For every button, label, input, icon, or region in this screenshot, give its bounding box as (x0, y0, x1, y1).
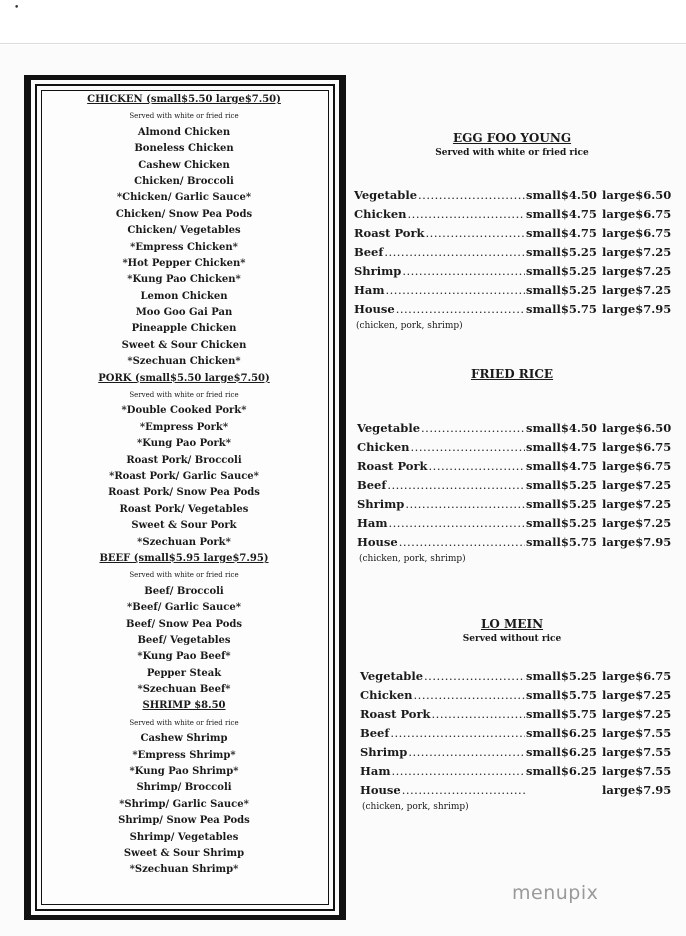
dot-leader (396, 300, 525, 319)
section-subtitle: Served with white or fried rice (435, 148, 589, 158)
large-price: large$7.55 (602, 764, 672, 778)
menu-item: Chicken/ Snow Pea Pods (115, 208, 253, 220)
large-price: large$7.25 (602, 707, 672, 721)
price-row (357, 476, 670, 495)
menu-item: *Kung Pao Chicken* (127, 274, 241, 286)
dot-leader (418, 186, 525, 205)
dot-leader (399, 533, 525, 552)
large-price: large$7.95 (602, 783, 672, 797)
item-name: Chicken (354, 207, 407, 221)
large-price: large$7.55 (602, 726, 672, 740)
section-title: EGG FOO YOUNG (452, 131, 572, 145)
small-price: small$6.25 (526, 764, 597, 778)
dot-leader (408, 205, 525, 224)
dot-leader (402, 781, 525, 800)
menu-item: *Szechuan Shrimp* (129, 864, 239, 876)
item-name: Chicken (360, 688, 413, 702)
item-name: Beef (357, 478, 387, 492)
large-price: large$7.25 (602, 283, 672, 297)
price-row (360, 743, 670, 762)
item-name: Beef (354, 245, 384, 259)
menu-item: Pineapple Chicken (131, 323, 237, 335)
price-row (354, 186, 670, 205)
menu-item: *Szechuan Pork* (137, 536, 231, 548)
menu-item: Lemon Chicken (140, 290, 228, 302)
dot-leader (390, 724, 525, 743)
menu-item: *Chicken/ Garlic Sauce* (116, 192, 252, 204)
menu-item: Sweet & Sour Chicken (121, 339, 247, 351)
menu-item: Beef/ Snow Pea Pods (126, 618, 242, 630)
price-row (357, 495, 670, 514)
large-price: large$6.50 (602, 188, 672, 202)
category-note: Served with white or fried rice (129, 112, 239, 121)
item-name: Ham (360, 764, 391, 778)
menu-item: *Double Cooked Pork* (121, 405, 247, 417)
menu-item: Sweet & Sour Pork (131, 520, 237, 532)
menupix-logo: menupix (512, 882, 599, 904)
small-price: small$5.25 (526, 497, 597, 511)
item-name: Vegetable (357, 421, 421, 435)
price-list (354, 667, 670, 800)
large-price: large$7.25 (602, 245, 672, 259)
item-name: Roast Pork (357, 459, 428, 473)
item-name: Ham (354, 283, 385, 297)
section-subtitle: Served without rice (462, 634, 562, 644)
large-price: large$7.25 (602, 497, 672, 511)
dot-leader (414, 686, 525, 705)
menu-item: Moo Goo Gai Pan (135, 307, 233, 319)
house-note: (chicken, pork, shrimp) (356, 321, 463, 331)
dot-leader (402, 262, 525, 281)
small-price: small$4.50 (526, 188, 597, 202)
menu-item: *Hot Pepper Chicken* (122, 257, 246, 269)
menu-item: *Kung Pao Shrimp* (129, 766, 239, 778)
menu-item: Chicken/ Vegetables (127, 225, 241, 237)
dot-leader (386, 281, 526, 300)
egg-foo-young-section (354, 130, 670, 333)
menu-item: *Kung Pao Beef* (137, 651, 231, 663)
menu-item: *Szechuan Chicken* (127, 356, 241, 368)
menu-item: Cashew Chicken (138, 159, 230, 171)
menu-item: Shrimp/ Snow Pea Pods (118, 815, 250, 827)
scan-top-strip (0, 0, 686, 44)
price-list (354, 186, 670, 319)
menu-item: Beef/ Broccoli (144, 585, 224, 597)
menu-item: Pepper Steak (146, 667, 222, 679)
small-price: small$5.25 (526, 245, 597, 259)
dot-leader (429, 457, 525, 476)
small-price: small$5.75 (526, 688, 597, 702)
menu-item: Sweet & Sour Shrimp (123, 847, 245, 859)
small-price: small$5.25 (526, 516, 597, 530)
dot-leader (424, 667, 525, 686)
price-row (357, 419, 670, 438)
price-row (357, 514, 670, 533)
menu-item: *Roast Pork/ Garlic Sauce* (109, 470, 259, 482)
item-name: Vegetable (360, 669, 424, 683)
menu-item: *Empress Chicken* (130, 241, 238, 253)
small-price: small$4.75 (526, 207, 597, 221)
item-name: Roast Pork (360, 707, 431, 721)
large-price: large$7.25 (602, 516, 672, 530)
category-heading: CHICKEN (small$5.50 large$7.50) (87, 94, 281, 105)
section-title: FRIED RICE (470, 367, 554, 381)
menu-item: Boneless Chicken (134, 143, 234, 155)
item-name: Vegetable (354, 188, 418, 202)
large-price: large$7.55 (602, 745, 672, 759)
large-price: large$6.75 (602, 440, 672, 454)
dot-leader (426, 224, 525, 243)
small-price: small$4.75 (526, 440, 597, 454)
large-price: large$6.75 (602, 226, 672, 240)
price-row (360, 762, 670, 781)
dot-leader (384, 243, 525, 262)
large-price: large$6.75 (602, 669, 672, 683)
item-name: Shrimp (360, 745, 408, 759)
dot-leader (405, 495, 525, 514)
dot-leader (408, 743, 525, 762)
price-row (354, 205, 670, 224)
price-row (360, 724, 670, 743)
large-price: large$7.95 (602, 535, 672, 549)
menu-item: *Kung Pao Pork* (137, 438, 231, 450)
large-price: large$7.25 (602, 478, 672, 492)
dot-leader (432, 705, 525, 724)
large-price: large$6.50 (602, 421, 672, 435)
section-title: LO MEIN (480, 617, 544, 631)
price-list (354, 419, 670, 552)
item-name: House (354, 302, 395, 316)
menu-item: Almond Chicken (137, 126, 231, 138)
small-price: small$5.25 (526, 478, 597, 492)
menu-item: Roast Pork/ Vegetables (119, 503, 249, 515)
lo-mein-section (354, 616, 670, 814)
menu-item: *Empress Pork* (139, 421, 229, 433)
price-row (354, 300, 670, 319)
menu-item: Beef/ Vegetables (137, 634, 231, 646)
entree-list (40, 92, 328, 879)
menu-item: Shrimp/ Vegetables (129, 831, 239, 843)
menu-item: Roast Pork/ Broccoli (126, 454, 242, 466)
fried-rice-section (354, 366, 670, 566)
menu-item: *Szechuan Beef* (137, 684, 231, 696)
large-price: large$7.25 (602, 688, 672, 702)
price-row (354, 224, 670, 243)
large-price: large$7.25 (602, 264, 672, 278)
house-note: (chicken, pork, shrimp) (359, 554, 466, 564)
category-heading: BEEF (small$5.95 large$7.95) (99, 552, 269, 564)
small-price: small$4.75 (526, 459, 597, 473)
item-name: Roast Pork (354, 226, 425, 240)
item-name: Chicken (357, 440, 410, 454)
price-row (360, 705, 670, 724)
dot-leader (392, 762, 526, 781)
price-row (357, 438, 670, 457)
price-row (354, 243, 670, 262)
dot-leader (389, 514, 526, 533)
menu-item: Shrimp/ Broccoli (136, 782, 232, 794)
item-name: Shrimp (357, 497, 405, 511)
item-name: Ham (357, 516, 388, 530)
menu-item: Cashew Shrimp (140, 733, 228, 745)
small-price: small$5.25 (526, 264, 597, 278)
small-price: small$5.75 (526, 707, 597, 721)
item-name: House (360, 783, 401, 797)
menu-item: *Empress Shrimp* (132, 749, 236, 761)
price-row (354, 281, 670, 300)
category-note: Served with white or fried rice (129, 718, 239, 727)
price-row (354, 262, 670, 281)
category-note: Served with white or fried rice (129, 571, 239, 580)
scan-mark: • (14, 3, 20, 13)
house-note: (chicken, pork, shrimp) (362, 802, 469, 812)
price-row (360, 667, 670, 686)
category-note: Served with white or fried rice (129, 391, 239, 400)
price-row (360, 686, 670, 705)
menu-item: *Shrimp/ Garlic Sauce* (119, 798, 249, 810)
menu-item: Chicken/ Broccoli (134, 175, 234, 187)
category-heading: SHRIMP $8.50 (142, 700, 226, 712)
large-price: large$7.95 (602, 302, 672, 316)
price-row (357, 533, 670, 552)
price-row (360, 781, 670, 800)
small-price: small$5.75 (526, 302, 597, 316)
price-row (357, 457, 670, 476)
category-heading: PORK (small$5.50 large$7.50) (98, 372, 270, 384)
menu-item: *Beef/ Garlic Sauce* (127, 602, 241, 614)
large-price: large$6.75 (602, 207, 672, 221)
small-price: small$4.75 (526, 226, 597, 240)
small-price: small$5.25 (526, 283, 597, 297)
menu-item: Roast Pork/ Snow Pea Pods (108, 487, 260, 499)
large-price: large$6.75 (602, 459, 672, 473)
small-price: small$6.25 (526, 745, 597, 759)
small-price: small$6.25 (526, 726, 597, 740)
dot-leader (387, 476, 525, 495)
item-name: Beef (360, 726, 390, 740)
small-price: small$5.75 (526, 535, 597, 549)
item-name: Shrimp (354, 264, 402, 278)
small-price: small$5.25 (526, 669, 597, 683)
small-price: small$4.50 (526, 421, 597, 435)
item-name: House (357, 535, 398, 549)
dot-leader (411, 438, 525, 457)
dot-leader (421, 419, 525, 438)
